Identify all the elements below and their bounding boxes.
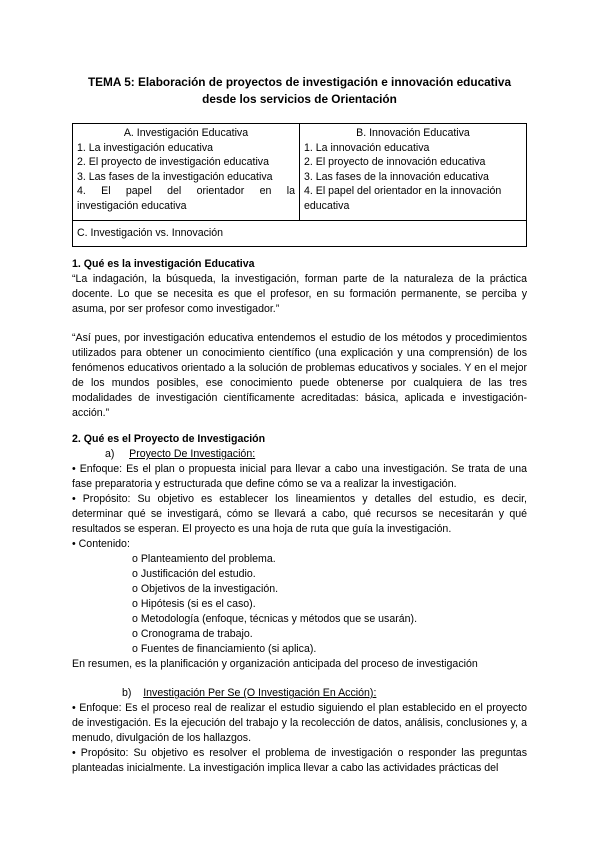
toc-item: 4. El papel del orientador en la <box>77 185 295 198</box>
bullet-paragraph: • Contenido: <box>72 538 130 551</box>
list-item: o Cronograma de trabajo. <box>132 628 253 641</box>
toc-column-c: C. Investigación vs. Innovación <box>73 220 527 247</box>
toc-item: 3. Las fases de la investigación educativa <box>77 170 273 183</box>
toc-column-a: A. Investigación Educativa 1. La investigación educativa 2. El proyecto de investigación educativa 3. Las fases de la investigación educativa 4. El papel del orientador en la investigación educativa <box>73 124 300 221</box>
bullet-paragraph: • Enfoque: Es el proceso real de realizar el estudio siguiendo el plan establecido en el proyecto de investigación. Es la ejecución del trabajo y la recolección de datos, análisis, conclusiones y, a menudo, divulgación de los hallazgos. <box>72 702 527 745</box>
section-1 <box>72 257 527 421</box>
toc-item: investigación educativa <box>77 199 187 212</box>
contents-table <box>72 123 527 247</box>
section-2 <box>72 432 527 776</box>
summary-paragraph: En resumen, es la planificación y organización anticipada del proceso de investigación <box>72 658 478 671</box>
toc-item: 2. El proyecto de innovación educativa <box>304 156 486 169</box>
toc-item: 1. La investigación educativa <box>77 141 214 154</box>
toc-item: 3. Las fases de la innovación educativa <box>304 170 489 183</box>
quote-paragraph: “Así pues, por investigación educativa entendemos el estudio de los métodos y procedimientos utilizados para obtener un conocimiento científico (una explicación y una comprensión) de los fenómenos educativos orientado a la solución de problemas educativos y sociales. Y en el mejor de los mundos posibles, ese conocimiento puede obtenerse por cualquiera de las tres modalidades de investigación científicamente acreditadas: básica, aplicada e investigación-acción.” <box>72 332 527 420</box>
toc-item: 4. El papel del orientador en la innovación <box>304 185 502 198</box>
subheading-b: b) Investigación Per Se (O Investigación En Acción): <box>122 687 377 700</box>
list-item: o Fuentes de financiamiento (si aplica). <box>132 643 317 656</box>
subheading-a: a) Proyecto De Investigación: <box>105 448 256 461</box>
list-item: o Planteamiento del problema. <box>132 553 276 566</box>
toc-item: 1. La innovación educativa <box>304 141 430 154</box>
toc-item: 2. El proyecto de investigación educativa <box>77 156 269 169</box>
list-item: o Justificación del estudio. <box>132 568 256 581</box>
toc-item: educativa <box>304 199 350 212</box>
bullet-paragraph: • Propósito: Su objetivo es resolver el problema de investigación o responder las preguntas planteadas inicialmente. La investigación implica llevar a cabo las actividades prácticas del <box>72 747 527 775</box>
list-item: o Metodología (enfoque, técnicas y métodos que se usarán). <box>132 613 418 626</box>
bullet-paragraph: • Enfoque: Es el plan o propuesta inicial para llevar a cabo una investigación. Se trata de una fase preparatoria y estructurada que define cómo se va a realizar la investigación. <box>72 463 527 491</box>
document-title: TEMA 5: Elaboración de proyectos de investigación e innovación educativa desde los servicios de Orientación <box>87 75 512 106</box>
document-page <box>72 0 527 776</box>
list-item: o Hipótesis (si es el caso). <box>132 598 256 611</box>
toc-column-b: B. Innovación Educativa 1. La innovación educativa 2. El proyecto de innovación educativa 3. Las fases de la innovación educativa 4. El papel del orientador en la innovación educativa <box>300 124 527 221</box>
quote-paragraph: “La indagación, la búsqueda, la investigación, forman parte de la naturaleza de la práctica docente. Lo que se necesita es que el profesor, en su formación permanente, se perciba y asuma, por ser profesor como investigador.” <box>72 273 527 316</box>
list-item: o Objetivos de la investigación. <box>132 583 279 596</box>
section-heading: 2. Qué es el Proyecto de Investigación <box>72 433 266 446</box>
bullet-paragraph: • Propósito: Su objetivo es establecer los lineamientos y detalles del estudio, es decir, determinar qué se investigará, cómo se llevará a cabo, qué recursos se necesitarán y qué resultados se esperan. El proyecto es una hoja de ruta que guía la investigación. <box>72 493 527 536</box>
section-heading: 1. Qué es la investigación Educativa <box>72 258 255 271</box>
